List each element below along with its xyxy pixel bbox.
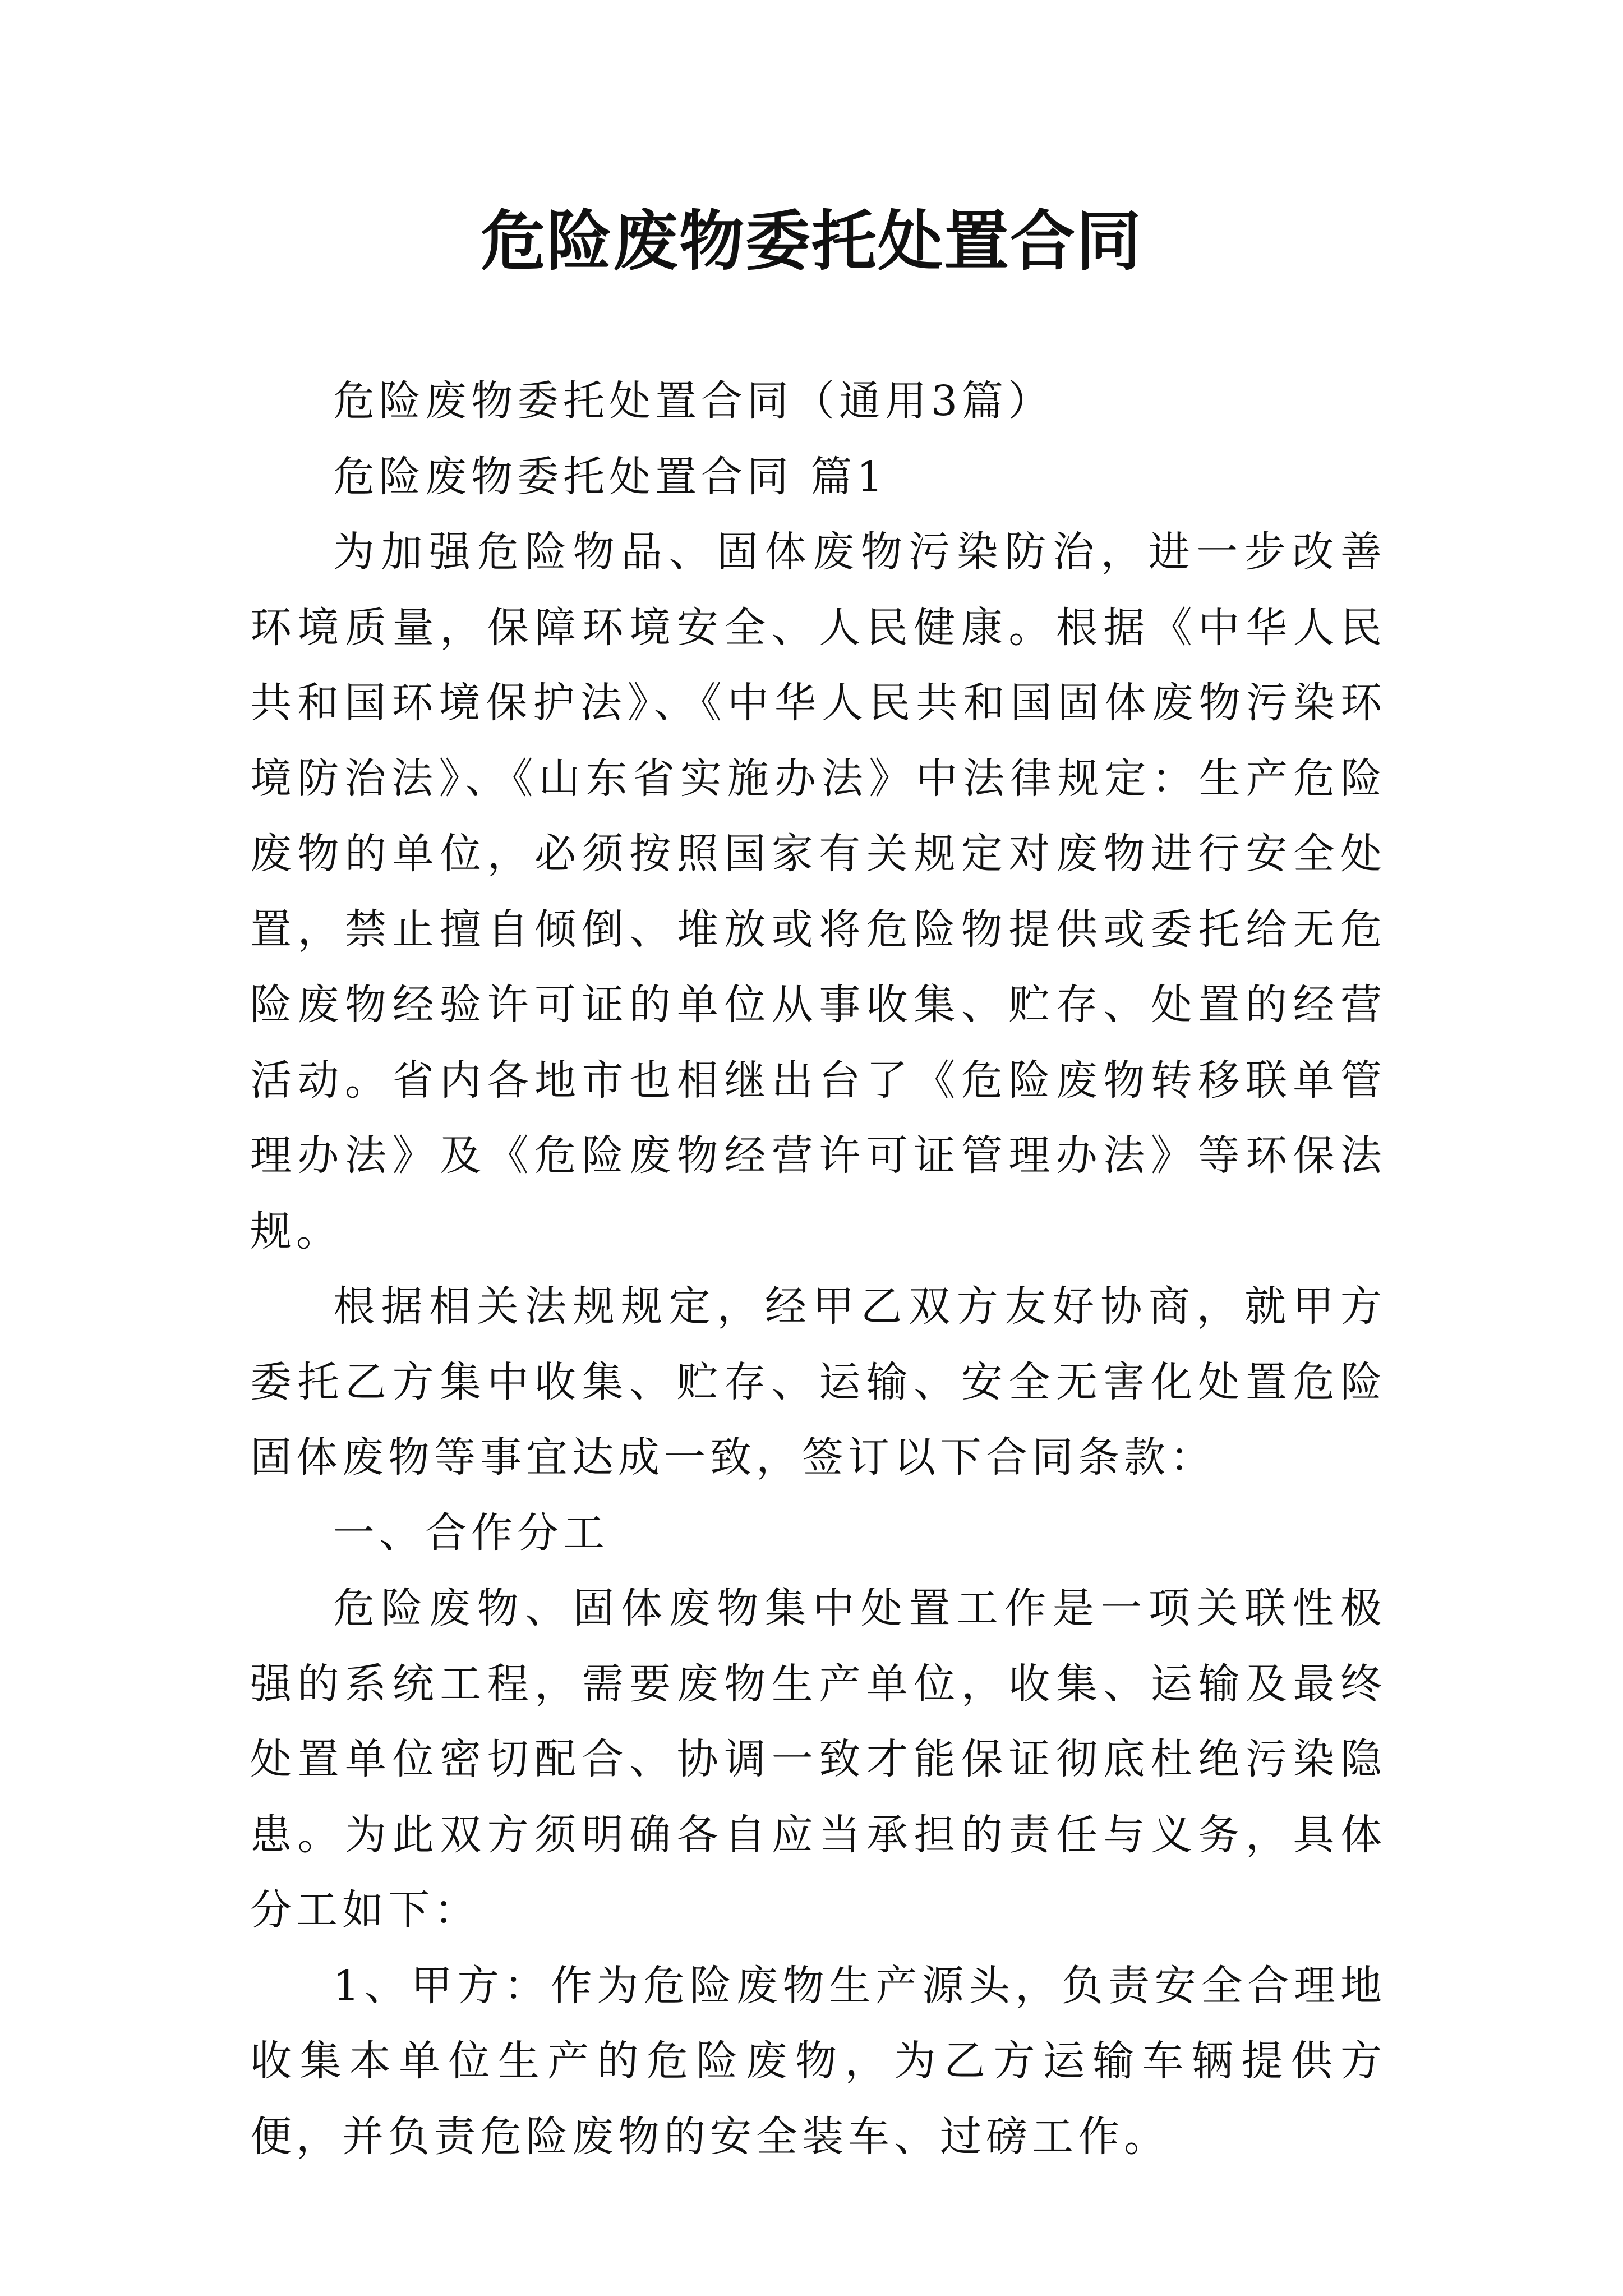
subtitle-paragraph: 危险废物委托处置合同（通用3篇）	[333, 377, 1054, 425]
document-title: 危险废物委托处置合同	[481, 203, 1142, 279]
section-heading-paragraph: 危险废物委托处置合同 篇1	[333, 452, 888, 501]
body-paragraph: 危险废物、固体废物集中处置工作是一项关联性极强的系统工程，需要废物生产单位，收集、运输及最终处置单位密切配合、协调一致才能保证彻底杜绝污染隐患。为此双方须明确各自应当承担的责任与义务，具体分工如下：	[250, 1584, 1386, 1934]
clause-heading-paragraph: 一、合作分工	[333, 1508, 609, 1557]
body-paragraph: 1、甲方：作为危险废物生产源头，负责安全合理地收集本单位生产的危险废物，为乙方运输车辆提供方便，并负责危险废物的安全装车、过磅工作。	[250, 1961, 1386, 2161]
body-paragraph: 根据相关法规规定，经甲乙双方友好协商，就甲方委托乙方集中收集、贮存、运输、安全无害化处置危险固体废物等事宜达成一致，签订以下合同条款：	[250, 1282, 1386, 1481]
document-body	[250, 364, 1386, 2174]
body-paragraph: 为加强危险物品、固体废物污染防治，进一步改善环境质量，保障环境安全、人民健康。根据《中华人民共和国环境保护法》、《中华人民共和国固体废物污染环境防治法》、《山东省实施办法》中法律规定：生产危险废物的单位，必须按照国家有关规定对废物进行安全处置，禁止擅自倾倒、堆放或将危险物提供或委托给无危险废物经验许可证的单位从事收集、贮存、处置的经营活动。省内各地市也相继出台了《危险废物转移联单管理办法》及《危险废物经营许可证管理办法》等环保法规。	[250, 528, 1386, 1255]
